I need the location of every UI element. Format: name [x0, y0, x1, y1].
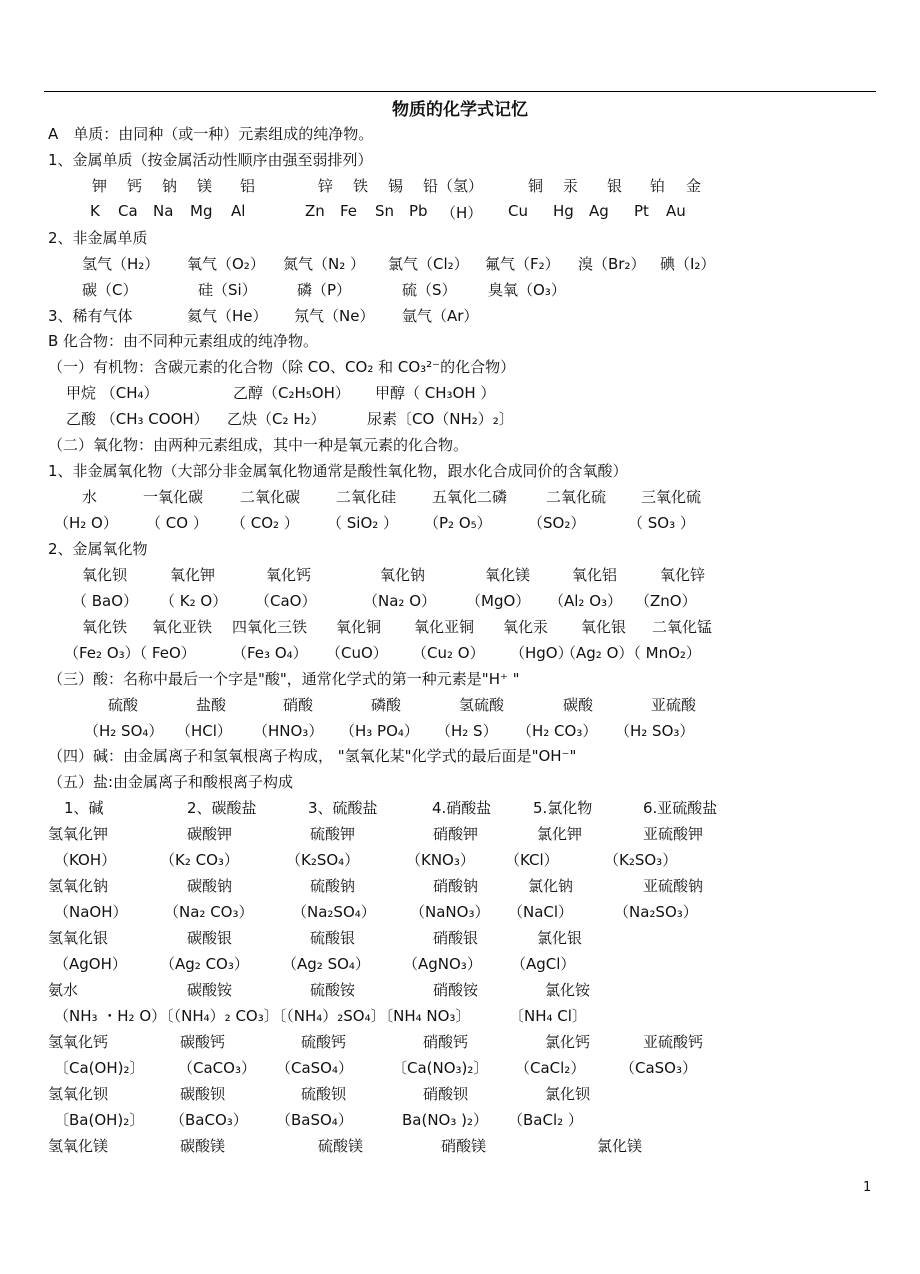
text-segment: 氯化镁 [597, 1137, 643, 1155]
text-segment: 氧化亚铁 [152, 618, 213, 636]
text-segment: 钾 [92, 177, 108, 195]
text-segment: 硫酸镁 [318, 1137, 364, 1155]
text-segment: 盐酸 [196, 696, 227, 714]
text-segment: （H₂ O） [54, 514, 118, 532]
text-line [0, 512, 920, 534]
text-segment: （Fe₂ O₃）（ FeO） [64, 644, 196, 662]
text-segment: Mg [190, 202, 213, 220]
text-segment: Hg [553, 202, 574, 220]
text-segment: （H₂ S） [436, 722, 498, 740]
text-line [0, 305, 920, 327]
text-segment: 二氧化锰 [652, 618, 713, 636]
text-segment: 锌 [318, 177, 334, 195]
text-segment: 氦气（He） [187, 307, 268, 325]
text-segment: 氧化镁 [485, 566, 531, 584]
text-line [0, 901, 920, 923]
text-segment: 氮气（N₂ ） [283, 255, 366, 273]
text-segment: （BaCl₂ ） [508, 1111, 583, 1129]
text-segment: 硝酸钡 [423, 1085, 469, 1103]
text-segment: （NH₃ ・H₂ O）〔（NH₄）₂ CO₃〕〔（NH₄）₂SO₄〕〔NH₄ NO₃〕 [54, 1007, 471, 1025]
text-segment: Ba(NO₃ )₂） [402, 1111, 489, 1129]
text-line [0, 953, 920, 975]
text-segment: 铜 [528, 177, 544, 195]
text-segment: （Ag₂ SO₄） [282, 955, 370, 973]
text-segment: （BaSO₄） [276, 1111, 353, 1129]
text-line [0, 408, 920, 430]
text-segment: 二氧化硅 [336, 488, 397, 506]
text-segment: 氯化钠 [528, 877, 574, 895]
text-line [0, 927, 920, 949]
text-segment: 1、金属单质（按金属活动性顺序由强至弱排列） [48, 151, 373, 169]
text-line [0, 797, 920, 819]
text-line [0, 330, 920, 352]
text-segment: （P₂ O₅） [424, 514, 492, 532]
text-segment: （Ag₂ CO₃） [160, 955, 249, 973]
text-segment: 金 [686, 177, 702, 195]
text-segment: A 单质：由同种（或一种）元素组成的纯净物。 [48, 125, 374, 143]
text-segment: 四氧化三铁 [232, 618, 308, 636]
text-segment: （AgNO₃） [403, 955, 482, 973]
text-segment: 碳酸镁 [180, 1137, 226, 1155]
text-line [0, 1005, 920, 1027]
text-segment: 甲醇（ CH₃OH ） [375, 384, 496, 402]
text-segment: （CaSO₃） [620, 1059, 698, 1077]
text-segment: 钠 [162, 177, 178, 195]
text-segment: 氢气（H₂） [82, 255, 160, 273]
text-line [0, 149, 920, 171]
text-segment: 碘（I₂） [660, 255, 716, 273]
text-segment: 磷（P） [297, 281, 352, 299]
text-segment: 硝酸钠 [433, 877, 479, 895]
text-line [0, 486, 920, 508]
text-line [0, 745, 920, 767]
text-segment: 2、非金属单质 [48, 229, 148, 247]
text-segment: 磷酸 [371, 696, 402, 714]
text-segment: （四）碱：由金属离子和氢氧根离子构成， "氢氧化某"化学式的最后面是"OH⁻" [48, 747, 577, 765]
text-segment: （H） [441, 204, 483, 222]
text-segment: 碳酸钙 [180, 1033, 226, 1051]
text-segment: 硝酸钙 [423, 1033, 469, 1051]
text-segment: 氨水 [48, 981, 79, 999]
text-segment: Zn [305, 202, 325, 220]
text-segment: 硫酸钡 [301, 1085, 347, 1103]
text-line [0, 123, 920, 145]
text-segment: 氯化钙 [545, 1033, 591, 1051]
text-segment: （HNO₃） [253, 722, 324, 740]
text-segment: 二氧化硫 [546, 488, 607, 506]
text-segment: 5.氯化物 [533, 799, 593, 817]
text-line [0, 642, 920, 664]
text-segment: 氢氧化钡 [48, 1085, 109, 1103]
text-segment: 亚硫酸 [651, 696, 697, 714]
text-segment: 氧化汞 [503, 618, 549, 636]
text-segment: 1、非金属氧化物（大部分非金属氧化物通常是酸性氧化物，跟水化合成同价的含氧酸） [48, 462, 628, 480]
text-segment: 五氧化二磷 [432, 488, 508, 506]
text-segment: 银 [607, 177, 623, 195]
text-segment: 铂 [650, 177, 666, 195]
text-segment: 硫酸钾 [310, 825, 356, 843]
text-line [0, 1057, 920, 1079]
text-segment: （HCl） [176, 722, 232, 740]
text-line [0, 823, 920, 845]
text-segment: 碳酸 [563, 696, 594, 714]
text-segment: 氟气（F₂） [485, 255, 560, 273]
text-segment: （ZnO） [635, 592, 697, 610]
text-segment: 3、硫酸盐 [308, 799, 378, 817]
text-segment: 3、稀有气体 [48, 307, 133, 325]
text-segment: 氧化钡 [82, 566, 128, 584]
text-segment: 4.硝酸盐 [432, 799, 492, 817]
text-segment: 三氧化硫 [641, 488, 702, 506]
text-segment: Pb [409, 202, 428, 220]
text-segment: 硫（S） [402, 281, 457, 299]
text-segment: （ SO₃ ） [628, 514, 695, 532]
text-segment: 硫酸钙 [301, 1033, 347, 1051]
text-line [0, 564, 920, 586]
text-segment: （三）酸：名称中最后一个字是"酸"，通常化学式的第一种元素是"H⁺ " [48, 670, 520, 688]
text-segment: K [90, 202, 100, 220]
text-line [0, 253, 920, 275]
text-line [0, 1109, 920, 1131]
text-segment: （一）有机物：含碳元素的化合物（除 CO、CO₂ 和 CO₃²⁻的化合物） [48, 358, 516, 376]
text-segment: 亚硫酸钠 [643, 877, 704, 895]
text-segment: （KNO₃） [406, 851, 475, 869]
text-line [0, 202, 920, 224]
text-segment: Sn [375, 202, 395, 220]
text-line [0, 434, 920, 456]
text-segment: 碳酸钡 [180, 1085, 226, 1103]
text-line [0, 279, 920, 301]
text-segment: 〔Ca(NO₃)₂〕 [392, 1059, 489, 1077]
text-segment: 2、金属氧化物 [48, 540, 148, 558]
text-segment: （ K₂ O） [160, 592, 228, 610]
text-segment: 一氧化碳 [143, 488, 204, 506]
text-segment: Na [153, 202, 174, 220]
text-segment: （五）盐:由金属离子和酸根离子构成 [48, 773, 294, 791]
text-segment: 乙炔（C₂ H₂） [227, 410, 326, 428]
text-segment: （H₂ SO₄） [84, 722, 164, 740]
text-segment: （Na₂SO₄） [292, 903, 376, 921]
text-segment: （Al₂ O₃） [549, 592, 623, 610]
text-segment: 乙醇（C₂H₅OH） [233, 384, 350, 402]
text-segment: 氧气（O₂） [187, 255, 265, 273]
text-segment: （ CO₂ ） [231, 514, 299, 532]
text-line [0, 382, 920, 404]
text-segment: （ SiO₂ ） [327, 514, 399, 532]
text-segment: 硝酸钾 [433, 825, 479, 843]
text-segment: （Na₂ O） [363, 592, 437, 610]
text-segment: 氢氧化钾 [48, 825, 109, 843]
text-segment: 铝 [240, 177, 256, 195]
text-segment: 氯化铵 [545, 981, 591, 999]
text-segment: 〔Ca(OH)₂〕 [54, 1059, 145, 1077]
page-number: 1 [863, 1180, 872, 1195]
text-segment: Au [666, 202, 686, 220]
text-line [0, 616, 920, 638]
text-segment: 氧化锌 [660, 566, 706, 584]
text-segment: （二）氧化物：由两种元素组成，其中一种是氧元素的化合物。 [48, 436, 469, 454]
text-segment: （HgO） [510, 644, 573, 662]
text-segment: （Fe₃ O₄） [232, 644, 308, 662]
text-segment: 亚硫酸钾 [643, 825, 704, 843]
text-segment: （CaSO₄） [276, 1059, 354, 1077]
text-segment: 碳酸银 [187, 929, 233, 947]
text-segment: 氧化铝 [572, 566, 618, 584]
text-segment: （KCl） [505, 851, 559, 869]
text-segment: 氢硫酸 [459, 696, 505, 714]
text-segment: 碳酸钠 [187, 877, 233, 895]
text-segment: （Ag₂ O）（ MnO₂） [561, 644, 701, 662]
text-segment: 尿素〔CO（NH₂）₂〕 [367, 410, 514, 428]
text-segment: （BaCO₃） [170, 1111, 248, 1129]
text-segment: 氧化钙 [266, 566, 312, 584]
text-segment: 硝酸 [283, 696, 314, 714]
header-rule [44, 91, 876, 92]
text-segment: 氯气（Cl₂） [388, 255, 469, 273]
text-segment: 硫酸钠 [310, 877, 356, 895]
text-segment: 碳（C） [82, 281, 138, 299]
text-segment: 钙 [127, 177, 143, 195]
text-segment: （Cu₂ O） [412, 644, 485, 662]
text-segment: 氧化钾 [170, 566, 216, 584]
text-segment: Ca [118, 202, 138, 220]
text-segment: （MgO） [466, 592, 531, 610]
text-segment: 碳酸铵 [187, 981, 233, 999]
text-segment: 硝酸铵 [433, 981, 479, 999]
text-segment: 氯化钾 [537, 825, 583, 843]
text-line [0, 875, 920, 897]
text-segment: （H₂ SO₃） [615, 722, 695, 740]
text-segment: 2、碳酸盐 [187, 799, 257, 817]
text-segment: 碳酸钾 [187, 825, 233, 843]
text-segment: 氢氧化钠 [48, 877, 109, 895]
text-segment: 氯化银 [537, 929, 583, 947]
text-segment: （CuO） [326, 644, 388, 662]
text-segment: 氖气（Ne） [294, 307, 375, 325]
text-segment: 氢氧化钙 [48, 1033, 109, 1051]
text-segment: （ CO ） [146, 514, 208, 532]
text-segment: 硝酸银 [433, 929, 479, 947]
text-segment: （AgCl） [511, 955, 576, 973]
text-segment: 硫酸 [108, 696, 139, 714]
text-segment: 硅（Si） [198, 281, 257, 299]
text-segment: 氢氧化镁 [48, 1137, 109, 1155]
text-line [0, 460, 920, 482]
text-segment: 硝酸镁 [441, 1137, 487, 1155]
text-segment: 锡 [388, 177, 404, 195]
text-line [0, 849, 920, 871]
text-segment: 氧化铜 [336, 618, 382, 636]
text-segment: （KOH） [54, 851, 117, 869]
text-line [0, 1083, 920, 1105]
text-segment: （ BaO） [72, 592, 139, 610]
text-line [0, 175, 920, 197]
text-segment: 铅（氢） [423, 177, 484, 195]
text-segment: （NaOH） [54, 903, 128, 921]
text-segment: （NaCl） [508, 903, 574, 921]
text-line [0, 590, 920, 612]
text-segment: （K₂SO₃） [604, 851, 678, 869]
text-segment: （K₂SO₄） [286, 851, 360, 869]
text-segment: （CaO） [255, 592, 317, 610]
text-segment: 〔NH₄ Cl〕 [509, 1007, 587, 1025]
page-title: 物质的化学式记忆 [392, 100, 528, 120]
text-line [0, 1135, 920, 1157]
text-segment: B 化合物：由不同种元素组成的纯净物。 [48, 332, 319, 350]
text-segment: 氩气（Ar） [402, 307, 479, 325]
text-segment: 氧化钠 [380, 566, 426, 584]
text-segment: （Na₂SO₃） [614, 903, 698, 921]
text-segment: Cu [508, 202, 528, 220]
text-segment: 〔Ba(OH)₂〕 [54, 1111, 145, 1129]
text-segment: 6.亚硫酸盐 [643, 799, 718, 817]
text-segment: 铁 [353, 177, 369, 195]
text-segment: Fe [340, 202, 358, 220]
text-segment: 水 [82, 488, 98, 506]
text-line [0, 356, 920, 378]
text-segment: 氢氧化银 [48, 929, 109, 947]
text-segment: 镁 [197, 177, 213, 195]
text-segment: 氧化银 [581, 618, 627, 636]
text-segment: （Na₂ CO₃） [164, 903, 254, 921]
text-segment: 氧化铁 [82, 618, 128, 636]
text-segment: （CaCl₂） [515, 1059, 586, 1077]
text-line [0, 668, 920, 690]
text-segment: 硫酸银 [310, 929, 356, 947]
text-segment: Pt [634, 202, 649, 220]
text-segment: 亚硫酸钙 [643, 1033, 704, 1051]
text-segment: （NaNO₃） [410, 903, 490, 921]
text-segment: Al [231, 202, 246, 220]
text-segment: 氧化亚铜 [414, 618, 475, 636]
text-segment: （SO₂） [528, 514, 586, 532]
text-line [0, 771, 920, 793]
text-line [0, 1031, 920, 1053]
text-segment: （AgOH） [54, 955, 127, 973]
text-line [0, 979, 920, 1001]
text-segment: 1、碱 [64, 799, 104, 817]
text-segment: （H₃ PO₄） [340, 722, 419, 740]
text-segment: （H₂ CO₃） [517, 722, 598, 740]
text-segment: 二氧化碳 [240, 488, 301, 506]
text-line [0, 694, 920, 716]
text-line [0, 227, 920, 249]
text-segment: Ag [589, 202, 609, 220]
text-segment: 甲烷 （CH₄） [66, 384, 159, 402]
text-segment: 硫酸铵 [310, 981, 356, 999]
text-segment: 乙酸 （CH₃ COOH） [66, 410, 209, 428]
text-segment: （K₂ CO₃） [160, 851, 239, 869]
text-segment: 臭氧（O₃） [488, 281, 566, 299]
text-line [0, 720, 920, 742]
text-segment: 溴（Br₂） [578, 255, 646, 273]
text-line [0, 538, 920, 560]
text-segment: （CaCO₃） [178, 1059, 256, 1077]
text-segment: 氯化钡 [545, 1085, 591, 1103]
text-segment: 汞 [563, 177, 579, 195]
